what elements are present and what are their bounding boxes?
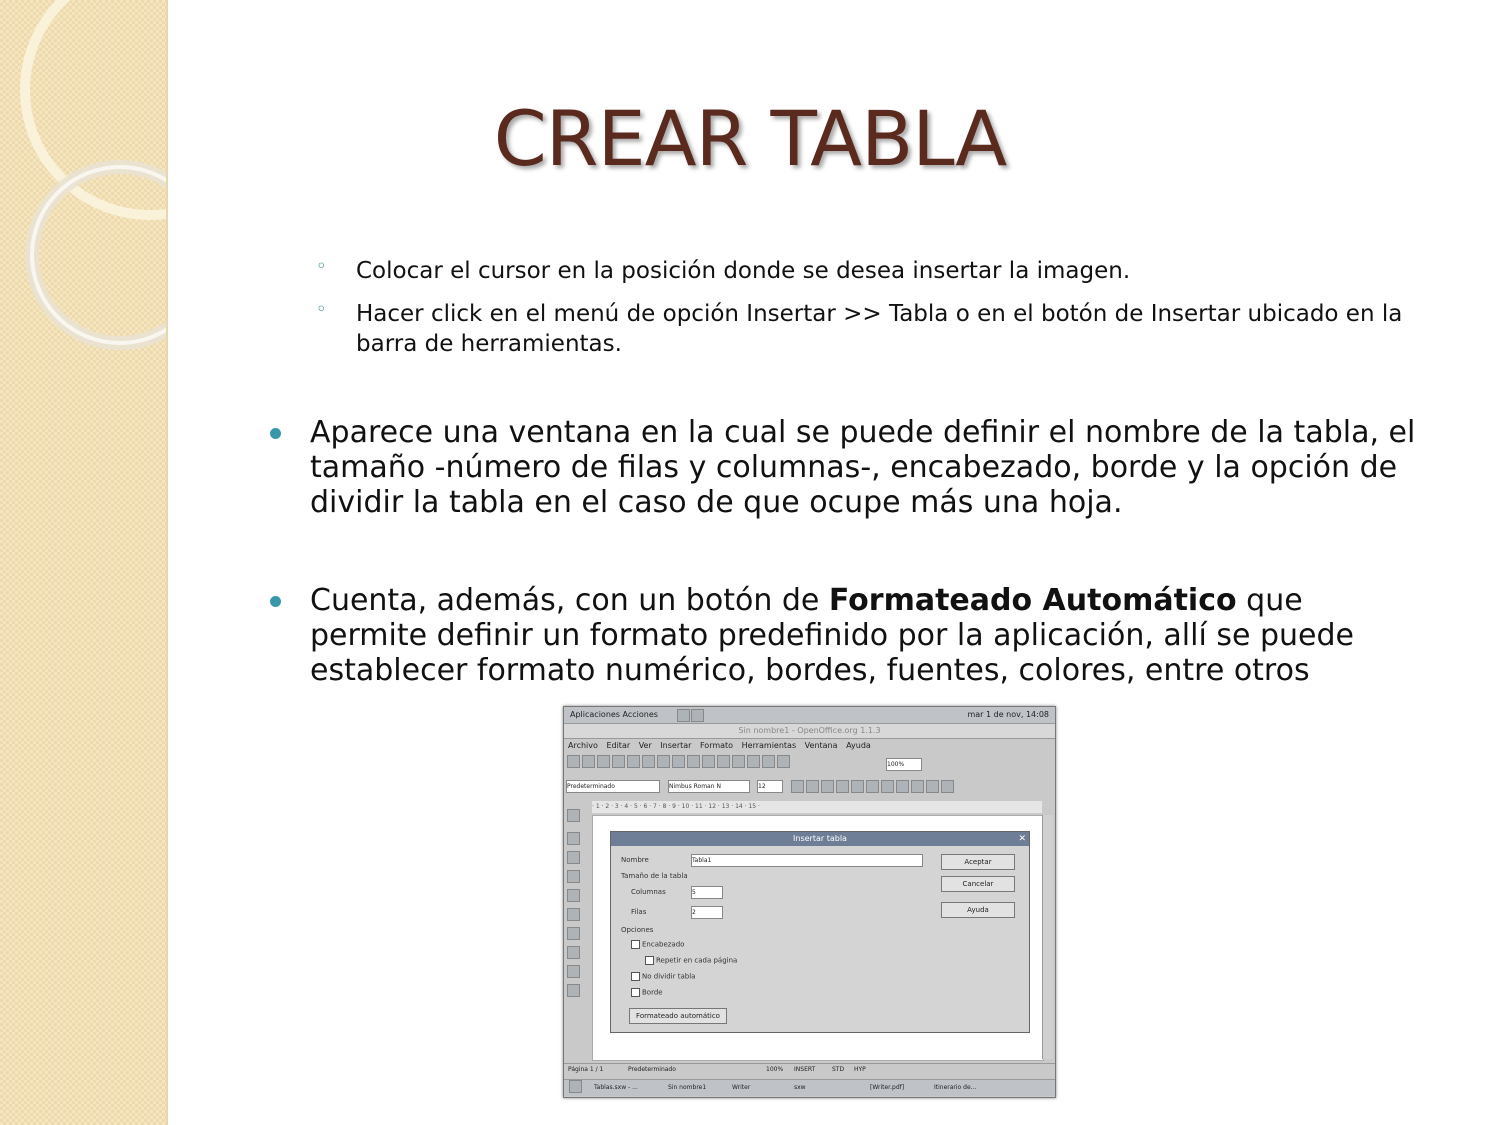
save-icon[interactable] [597, 755, 610, 768]
sub-bullet-marker: ◦ [316, 256, 327, 277]
taskbar [564, 1079, 1055, 1096]
window-titlebar [564, 724, 1055, 739]
align-right-icon[interactable] [866, 780, 879, 793]
header-option[interactable]: Encabezado [631, 940, 684, 949]
status-hyp: HYP [854, 1066, 866, 1073]
close-icon[interactable]: ✕ [1018, 834, 1026, 844]
bullets-icon[interactable] [911, 780, 924, 793]
slide-title: CREAR TABLA [493, 94, 1007, 183]
align-center-icon[interactable] [851, 780, 864, 793]
fields-icon[interactable] [567, 832, 580, 845]
name-field[interactable]: Tabla1 [691, 854, 923, 867]
dialog-title: Insertar tabla [793, 834, 847, 843]
underline-icon[interactable] [821, 780, 834, 793]
insert-table-dialog [610, 831, 1030, 1033]
status-std: STD [832, 1066, 845, 1073]
insert-icon[interactable] [567, 809, 580, 822]
checkbox-icon[interactable] [631, 988, 640, 997]
cols-label: Columnas [631, 888, 666, 896]
autocorrect-icon[interactable] [567, 889, 580, 902]
cols-field[interactable]: 5 [691, 886, 723, 899]
new-doc-icon[interactable] [567, 755, 580, 768]
open-icon[interactable] [582, 755, 595, 768]
size-select[interactable]: 12 [757, 780, 783, 793]
pdf-icon[interactable] [627, 755, 640, 768]
style-select[interactable]: Predeterminado [566, 780, 660, 793]
menu-ayuda[interactable]: Ayuda [846, 741, 871, 750]
sub-bullet-text: Colocar el cursor en la posición donde se desea insertar la imagen. [356, 258, 1131, 284]
border-option[interactable]: Borde [631, 988, 663, 997]
status-page: Página 1 / 1 [568, 1066, 604, 1073]
cut-icon[interactable] [657, 755, 670, 768]
size-group-label: Tamaño de la tabla [621, 872, 688, 880]
copy-icon[interactable] [672, 755, 685, 768]
checkbox-icon[interactable] [631, 972, 640, 981]
outdent-icon[interactable] [941, 780, 954, 793]
navigator-icon[interactable] [732, 755, 745, 768]
undo-icon[interactable] [702, 755, 715, 768]
launcher-icon [677, 709, 690, 722]
menu-ver[interactable]: Ver [638, 741, 652, 750]
checkbox-icon[interactable] [631, 940, 640, 949]
task-item[interactable]: Itinerario de... [934, 1084, 977, 1091]
bullet-text: Aparece una ventana en la cual se puede definir el nombre de la tabla, el tamaño -número de filas y columnas-, encabezado, borde y la opción de dividir la tabla en el caso de que ocupe más una hoja. [310, 415, 1416, 520]
panel-menus: Aplicaciones Acciones [570, 710, 658, 719]
openoffice-screenshot [563, 706, 1056, 1098]
status-insert: INSERT [794, 1066, 816, 1073]
format-toolbar [564, 777, 1055, 795]
nosplit-option[interactable]: No dividir tabla [631, 972, 695, 981]
rows-label: Filas [631, 908, 647, 916]
redo-icon[interactable] [717, 755, 730, 768]
menu-formato[interactable]: Formato [699, 741, 734, 750]
nonprinting-icon[interactable] [567, 965, 580, 978]
bold-icon[interactable] [791, 780, 804, 793]
menu-bar [564, 739, 1055, 752]
vertical-scrollbar[interactable] [1042, 815, 1053, 1059]
task-item[interactable]: Writer [732, 1084, 751, 1091]
align-left-icon[interactable] [836, 780, 849, 793]
numbering-icon[interactable] [896, 780, 909, 793]
task-item[interactable]: sxw [794, 1084, 806, 1091]
menu-herramientas[interactable]: Herramientas [741, 741, 797, 750]
ok-button[interactable]: Aceptar [941, 854, 1015, 870]
menu-archivo[interactable]: Archivo [568, 741, 598, 750]
bullet-dot [270, 428, 281, 439]
help-button[interactable]: Ayuda [941, 902, 1015, 918]
options-group-label: Opciones [621, 926, 654, 934]
print-icon[interactable] [642, 755, 655, 768]
indent-icon[interactable] [926, 780, 939, 793]
standard-toolbar [564, 755, 1055, 773]
status-bar [564, 1063, 1055, 1076]
font-select[interactable]: Nimbus Roman N [668, 780, 750, 793]
status-zoom: 100% [766, 1066, 784, 1073]
panel-clock: mar 1 de nov, 14:08 [967, 710, 1049, 719]
bullet-dot [270, 596, 281, 607]
task-item[interactable]: [Writer.pdf] [870, 1084, 905, 1091]
sub-bullet-marker: ◦ [316, 299, 327, 320]
edit-icon[interactable] [612, 755, 625, 768]
graphics-icon[interactable] [567, 984, 580, 997]
menu-editar[interactable]: Editar [606, 741, 631, 750]
menu-ventana[interactable]: Ventana [804, 741, 838, 750]
spellcheck-icon[interactable] [567, 908, 580, 921]
checkbox-icon[interactable] [645, 956, 654, 965]
bold-term: Formateado Automático [828, 583, 1237, 618]
menu-insertar[interactable]: Insertar [660, 741, 692, 750]
rows-field[interactable]: 2 [691, 906, 723, 919]
form-icon[interactable] [567, 870, 580, 883]
cancel-button[interactable]: Cancelar [941, 876, 1015, 892]
dialog-titlebar [611, 832, 1029, 846]
sub-bullet-text: Hacer click en el menú de opción Insertar >> Tabla o en el botón de Insertar ubicado en la barra de herramientas. [356, 301, 1403, 357]
justify-icon[interactable] [881, 780, 894, 793]
italic-icon[interactable] [806, 780, 819, 793]
autoformat-button[interactable]: Formateado automático [629, 1008, 727, 1024]
zoom-box[interactable]: 100% [886, 758, 922, 771]
draw-icon[interactable] [567, 851, 580, 864]
show-desktop-icon[interactable] [569, 1080, 582, 1093]
bullet-text: Cuenta, además, con un botón de Formateado Automático que permite definir un formato predefinido por la aplicación, allí se puede establecer formato numérico, bordes, fuentes, colores, entre otros [310, 583, 1354, 688]
ruler: · 1 · 2 · 3 · 4 · 5 · 6 · 7 · 8 · 9 · 10 · 11 · 12 · 13 · 14 · 15 · [592, 801, 1042, 813]
gallery-icon[interactable] [777, 755, 790, 768]
repeat-option[interactable]: Repetir en cada página [645, 956, 737, 965]
task-item[interactable]: Sin nombre1 [668, 1084, 707, 1091]
paste-icon[interactable] [687, 755, 700, 768]
left-toolbar [566, 803, 582, 1059]
gnome-panel [564, 707, 1055, 724]
status-style: Predeterminado [628, 1066, 676, 1073]
insert-table-icon[interactable] [747, 755, 760, 768]
task-item[interactable]: Tablas.sxw - ... [594, 1084, 638, 1091]
datasource-icon[interactable] [567, 946, 580, 959]
chart-icon[interactable] [762, 755, 775, 768]
name-label: Nombre [621, 856, 649, 864]
launcher-icon [691, 709, 704, 722]
window-title: Sin nombre1 - OpenOffice.org 1.1.3 [738, 726, 881, 735]
find-icon[interactable] [567, 927, 580, 940]
